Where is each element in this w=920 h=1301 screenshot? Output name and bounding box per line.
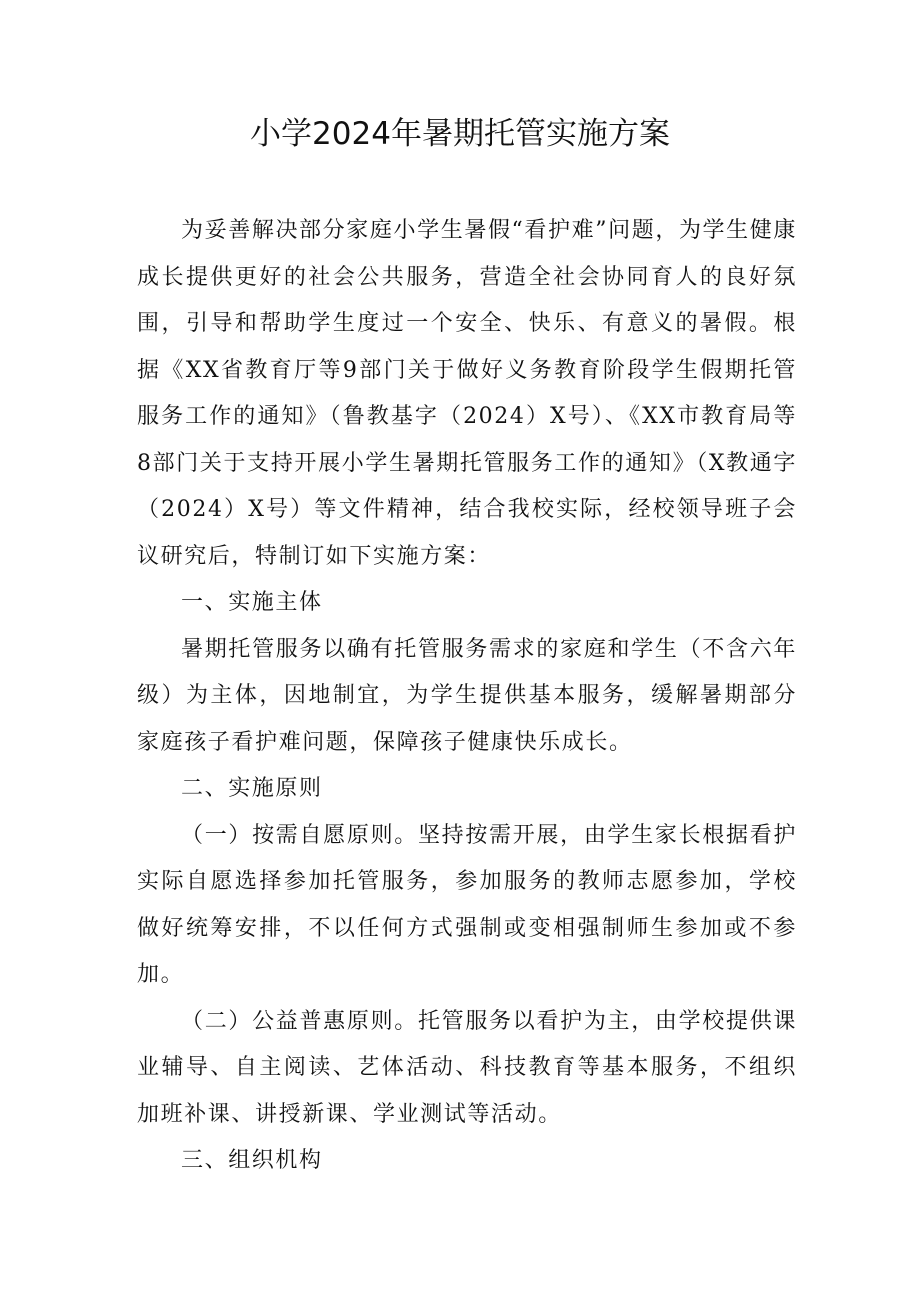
section-2-item-1: （一）按需自愿原则。坚持按需开展，由学生家长根据看护实际自愿选择参加托管服务，参加服务的教师志愿参加，学校做好统筹安排，不以任何方式强制或变相强制师生参加或不参加。 bbox=[137, 822, 797, 987]
section-heading-1: 一、实施主体 bbox=[181, 590, 323, 615]
section-heading-3: 三、组织机构 bbox=[181, 1148, 323, 1173]
section-2-item-2: （二）公益普惠原则。托管服务以看护为主，由学校提供课业辅导、自主阅读、艺体活动、科技教育等基本服务，不组织加班补课、讲授新课、学业测试等活动。 bbox=[137, 1008, 797, 1127]
document-title: 小学2024年暑期托管实施方案 bbox=[250, 116, 670, 152]
document-body bbox=[137, 208, 797, 1185]
section-heading-2: 二、实施原则 bbox=[181, 776, 323, 801]
section-1-paragraph: 暑期托管服务以确有托管服务需求的家庭和学生（不含六年级）为主体，因地制宜，为学生提供基本服务，缓解暑期部分家庭孩子看护难问题，保障孩子健康快乐成长。 bbox=[137, 636, 797, 755]
intro-paragraph: 为妥善解决部分家庭小学生暑假“看护难”问题，为学生健康成长提供更好的社会公共服务，营造全社会协同育人的良好氛围，引导和帮助学生度过一个安全、快乐、有意义的暑假。根据《XX省教育厅等9部门关于做好义务教育阶段学生假期托管服务工作的通知》（鲁教基字（2024）X号）、《XX市教育局等8部门关于支持开展小学生暑期托管服务工作的通知》（X教通字（2024）X号）等文件精神，结合我校实际，经校领导班子会议研究后，特制订如下实施方案： bbox=[137, 218, 797, 569]
